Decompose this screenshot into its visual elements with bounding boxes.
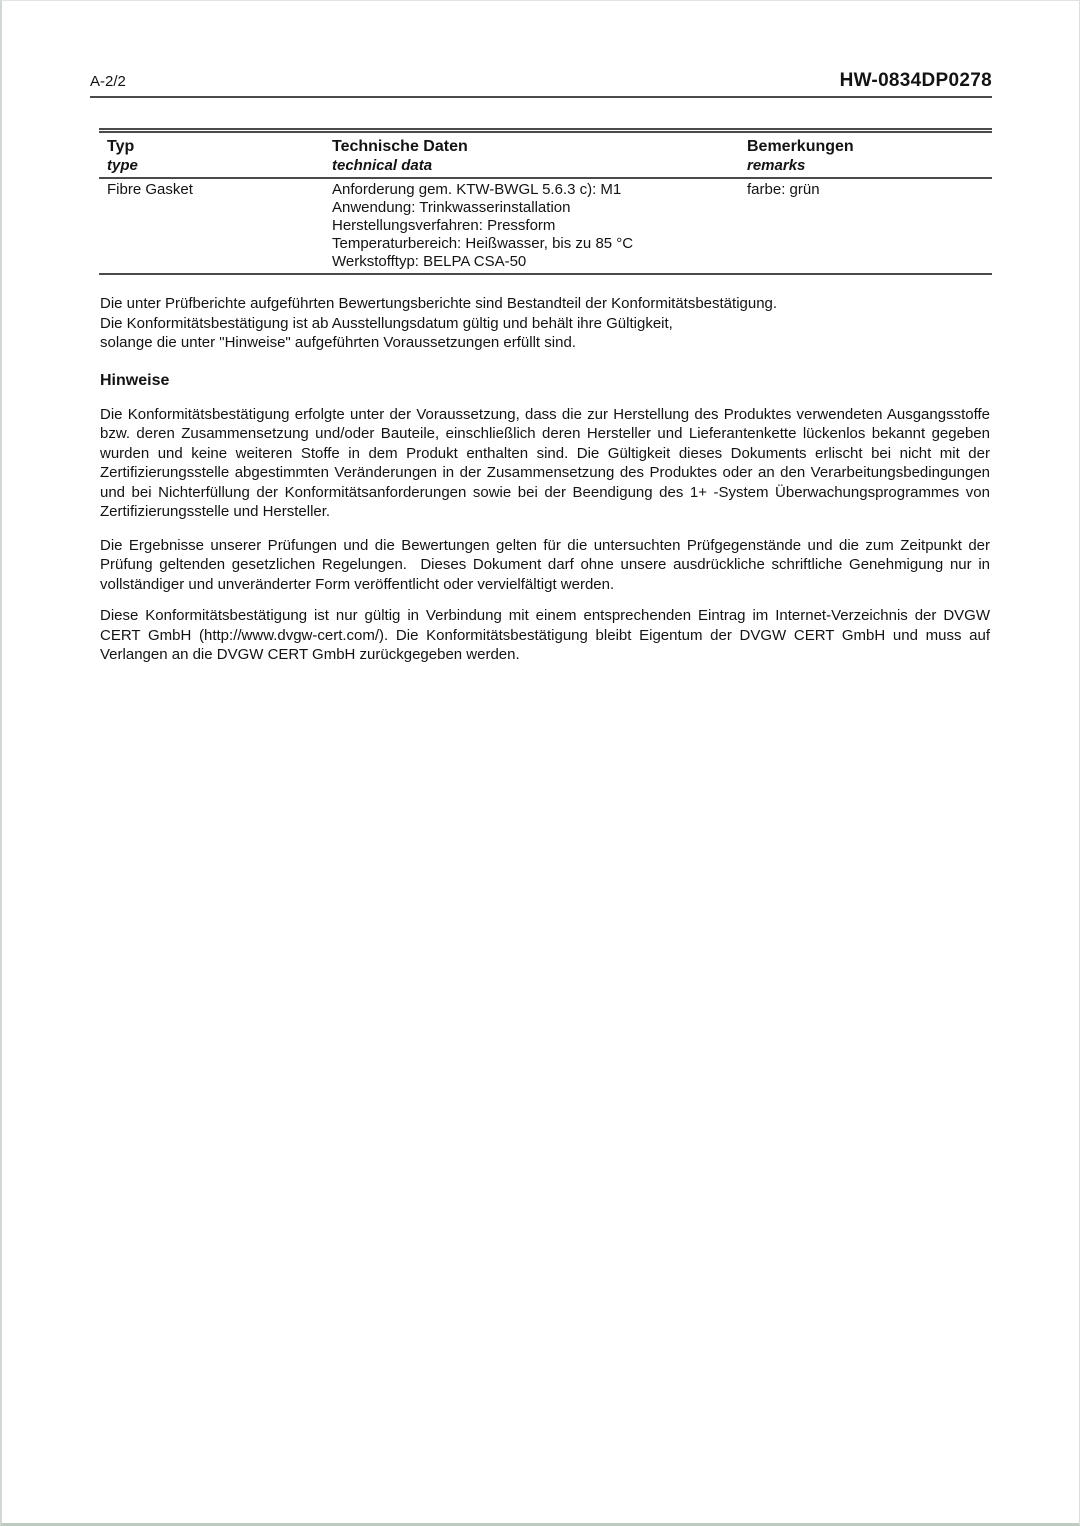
hinweise-paragraph-2: Die Ergebnisse unserer Prüfungen und die Bewertungen gelten für die untersuchten Prüfgegenstände und die zum Zeitpunkt der Prüfung geltenden gesetzlichen Regelungen. Dieses Dokument darf ohne unsere ausdrückliche schriftliche Genehmigung nur in vollständiger und unveränderter Form veröffentlicht oder vervielfältigt werden.	[100, 536, 990, 593]
validity-line-1: Die unter Prüfberichte aufgeführten Bewertungsberichte sind Bestandteil der Konformitätsbestätigung.	[100, 295, 778, 312]
hinweise-heading: Hinweise	[100, 371, 170, 389]
page-header	[90, 71, 992, 91]
validity-line-2: Die Konformitätsbestätigung ist ab Ausstellungsdatum gültig und behält ihre Gültigkeit,	[100, 314, 673, 332]
technische-daten-line: Herstellungsverfahren: Pressform	[332, 217, 556, 234]
spec-table	[99, 128, 992, 275]
validity-note	[100, 294, 992, 353]
technische-daten-line: Anforderung gem. KTW-BWGL 5.6.3 c): M1	[332, 181, 622, 198]
validity-line-3: solange die unter "Hinweise" aufgeführten Voraussetzungen erfüllt sind.	[100, 334, 576, 351]
technische-daten-line: Werkstofftyp: BELPA CSA-50	[332, 253, 527, 270]
document-id: HW-0834DP0278	[839, 70, 992, 91]
cell-technische-daten	[332, 178, 747, 274]
col-header-technische-daten-en: technical data	[332, 157, 433, 174]
col-header-bemerkungen-en: remarks	[747, 157, 806, 174]
col-header-bemerkungen-de: Bemerkungen	[747, 138, 854, 155]
header-rule	[90, 96, 992, 98]
col-header-technische-daten	[332, 131, 747, 179]
spec-table-header-row	[99, 131, 992, 179]
col-header-typ	[99, 131, 332, 179]
cell-bemerkungen: farbe: grün	[747, 181, 820, 198]
col-header-technische-daten-de: Technische Daten	[332, 138, 468, 155]
hinweise-paragraph-1: Die Konformitätsbestätigung erfolgte unter der Voraussetzung, dass die zur Herstellung des Produktes verwendeten Ausgangsstoffe bzw. deren Zusammensetzung und/oder Bauteile, einschließlich deren Hersteller und Lieferantenkette lückenlos bekannt gegeben wurden und keine weiteren Stoffe in dem Produkt enthalten sind. Die Gültigkeit dieses Dokuments erlischt bei nicht mit der Zertifizierungsstelle abgestimmten Veränderungen in der Zusammensetzung des Produktes oder an den Verarbeitungsbedingungen und bei Nichterfüllung der Konformitätsanforderungen sowie bei der Beendigung des 1+ -System Überwachungsprogrammes von Zertifizierungsstelle und Hersteller.	[100, 405, 990, 520]
page-content	[90, 71, 992, 665]
cell-typ: Fibre Gasket	[107, 181, 193, 198]
technische-daten-line: Anwendung: Trinkwasserinstallation	[332, 199, 571, 216]
col-header-bemerkungen	[747, 131, 992, 179]
col-header-typ-en: type	[107, 157, 138, 174]
table-row	[99, 178, 992, 274]
technische-daten-line: Temperaturbereich: Heißwasser, bis zu 85 °C	[332, 235, 634, 252]
page-number: A-2/2	[90, 73, 126, 90]
col-header-typ-de: Typ	[107, 138, 135, 155]
hinweise-paragraph-3: Diese Konformitätsbestätigung ist nur gültig in Verbindung mit einem entsprechenden Eintrag im Internet-Verzeichnis der DVGW CERT GmbH (http://www.dvgw-cert.com/). Die Konformitätsbestätigung bleibt Eigentum der DVGW CERT GmbH und muss auf Verlangen an die DVGW CERT GmbH zurückgegeben werden.	[100, 607, 990, 663]
